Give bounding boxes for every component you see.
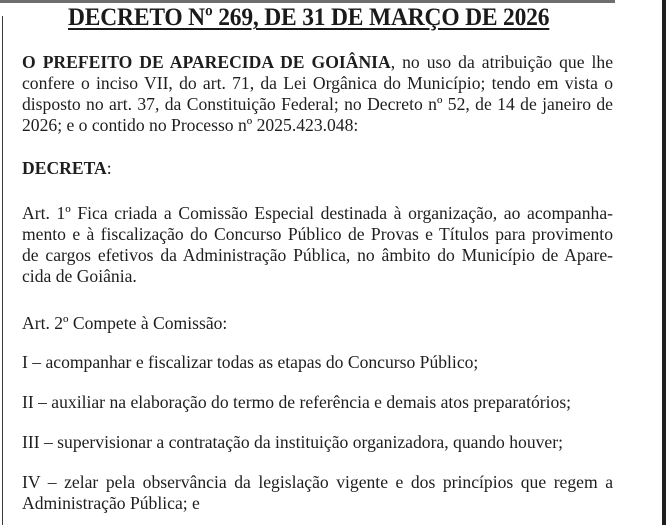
item-i-text: I – acompanhar e fiscalizar todas as etapas do Concurso Público; xyxy=(22,352,479,372)
item-iv-line-2: Administração Pública; e xyxy=(22,493,200,513)
item-ii-text: II – auxiliar na elaboração do termo de referência e demais atos preparatórios; xyxy=(22,392,572,412)
article-1 xyxy=(22,203,613,287)
decreta-heading xyxy=(22,158,613,179)
preamble-line-4: 2026; e o contido no Processo nº 2025.423.048: xyxy=(22,115,359,135)
art1-line-3: de cargos efetivos da Administração Pública, no âmbito do Município de Apare- xyxy=(22,245,613,265)
preamble-line-1: , no uso da atribuição que lhe xyxy=(390,52,614,72)
preamble-line-2: confere o inciso VII, do art. 71, da Lei Orgânica do Município; tendo em vista o xyxy=(22,73,613,93)
left-border-rule xyxy=(2,16,3,525)
art1-line-2: mento e à fiscalização do Concurso Público de Provas e Títulos para provimento xyxy=(22,224,613,244)
item-iv xyxy=(22,472,613,514)
art1-line-4: cida de Goiânia. xyxy=(22,266,137,286)
top-border-rule xyxy=(0,0,615,3)
decreta-bold: DECRETA xyxy=(22,158,107,178)
preamble-line-3: disposto no art. 37, da Constituição Federal; no Decreto nº 52, de 14 de janeiro de xyxy=(22,94,613,114)
article-2 xyxy=(22,313,613,334)
right-window-edge xyxy=(662,0,666,525)
decree-title: DECRETO Nº 269, DE 31 DE MARÇO DE 2026 xyxy=(68,4,550,31)
art1-line-1: Art. 1º Fica criada a Comissão Especial destinada à organização, ao acompanha- xyxy=(22,203,613,223)
art2-text: Art. 2º Compete à Comissão: xyxy=(22,313,228,333)
item-iii-text: III – supervisionar a contratação da instituição organizadora, quando houver; xyxy=(22,432,563,452)
decreta-colon: : xyxy=(106,158,112,178)
preamble-bold-lead: O PREFEITO DE APARECIDA DE GOIÂNIA xyxy=(22,52,391,72)
preamble-paragraph xyxy=(22,52,613,136)
item-ii xyxy=(22,392,613,413)
item-iii xyxy=(22,432,613,453)
item-iv-line-1: IV – zelar pela observância da legislação vigente e dos princípios que regem a xyxy=(22,472,613,492)
item-i xyxy=(22,352,613,373)
